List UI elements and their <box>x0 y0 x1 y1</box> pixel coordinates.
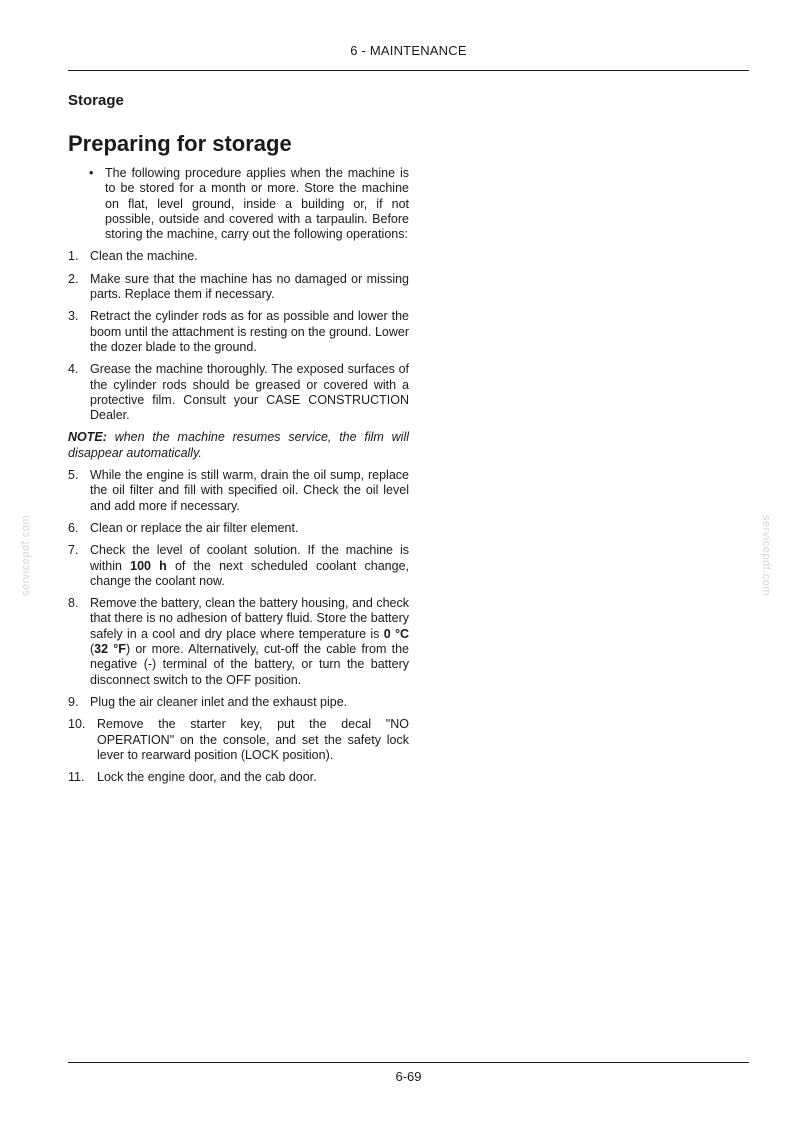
step-text: While the engine is still warm, drain the oil sump, replace the oil filter and fill with specified oil. Check the oil level and add more if necessary. <box>90 468 409 513</box>
intro-paragraph <box>68 166 409 242</box>
list-item <box>68 309 409 355</box>
list-item <box>68 596 409 688</box>
step-number: 2. <box>68 271 79 286</box>
list-item <box>68 543 409 589</box>
procedure-body <box>68 166 409 792</box>
section-title: Storage <box>68 92 124 109</box>
step-text <box>90 543 409 589</box>
running-header: 6 - MAINTENANCE <box>350 43 467 58</box>
step-text: Lock the engine door, and the cab door. <box>97 770 317 785</box>
list-item <box>68 249 409 264</box>
list-item <box>68 362 409 423</box>
step-number: 10. <box>68 717 86 732</box>
note-text: when the machine resumes service, the film will disappear automatically. <box>68 430 409 460</box>
note-label: NOTE: <box>68 430 107 445</box>
list-item <box>68 468 409 514</box>
list-item <box>68 717 409 763</box>
step-number: 4. <box>68 362 79 377</box>
step-number: 5. <box>68 468 79 483</box>
step-text: Plug the air cleaner inlet and the exhaust pipe. <box>90 694 348 709</box>
step-number: 3. <box>68 309 79 324</box>
step-text: Clean or replace the air filter element. <box>90 520 299 535</box>
bullet-icon: • <box>89 166 94 180</box>
step-text-part: of the next scheduled coolant change, change the coolant now. <box>90 558 410 588</box>
step-number: 7. <box>68 543 79 558</box>
step-number: 11. <box>68 770 85 785</box>
interval-value: 100 h <box>130 558 167 573</box>
step-text: Retract the cylinder rods as for as possible and lower the boom until the attachment is resting on the ground. Lower the dozer blade to the ground. <box>90 309 409 354</box>
watermark-left: servicepdf.com <box>20 515 32 596</box>
step-text-part: ( <box>90 642 95 657</box>
footer-rule <box>68 1062 749 1063</box>
step-text <box>90 596 409 688</box>
step-text: Clean the machine. <box>90 249 198 264</box>
step-number: 1. <box>68 249 79 264</box>
header-rule <box>68 70 749 71</box>
step-number: 9. <box>68 694 79 709</box>
temperature-fahrenheit: 32 °F <box>94 642 126 657</box>
step-number: 8. <box>68 596 79 611</box>
temperature-celsius: 0 °C <box>383 626 409 641</box>
step-text: Grease the machine thoroughly. The exposed surfaces of the cylinder rods should be greased or covered with a protective film. Consult your CASE CONSTRUCTION Dealer. <box>90 362 409 423</box>
step-text-part: Check the level of coolant solution. If the machine is within <box>90 543 409 573</box>
step-number: 6. <box>68 520 79 535</box>
page-heading: Preparing for storage <box>68 131 292 156</box>
list-item <box>68 272 409 303</box>
step-text-part: ) or more. Alternatively, cut-off the cable from the negative (-) terminal of the battery, or turn the battery disconnect switch to the OFF position. <box>90 642 409 687</box>
step-text: Make sure that the machine has no damaged or missing parts. Replace them if necessary. <box>90 271 409 302</box>
intro-text: The following procedure applies when the machine is to be stored for a month or more. Store the machine on flat, level ground, inside a building or, if not possible, outside and covered with a tarpaulin. Before storing the machine, carry out the following operations: <box>105 166 409 242</box>
list-item <box>68 521 409 536</box>
page-number: 6-69 <box>395 1069 422 1084</box>
step-text-part: Remove the battery, clean the battery housing, and check that there is no adhesion of battery fluid. Store the battery safely in a cool and dry place where temperature is <box>90 596 409 641</box>
note-paragraph <box>68 430 409 461</box>
list-item <box>68 695 409 710</box>
step-text: Remove the starter key, put the decal "NO OPERATION" on the console, and set the safety lock lever to rearward position (LOCK position). <box>97 717 409 762</box>
watermark-right: servicepdf.com <box>760 515 772 596</box>
list-item <box>68 770 409 785</box>
